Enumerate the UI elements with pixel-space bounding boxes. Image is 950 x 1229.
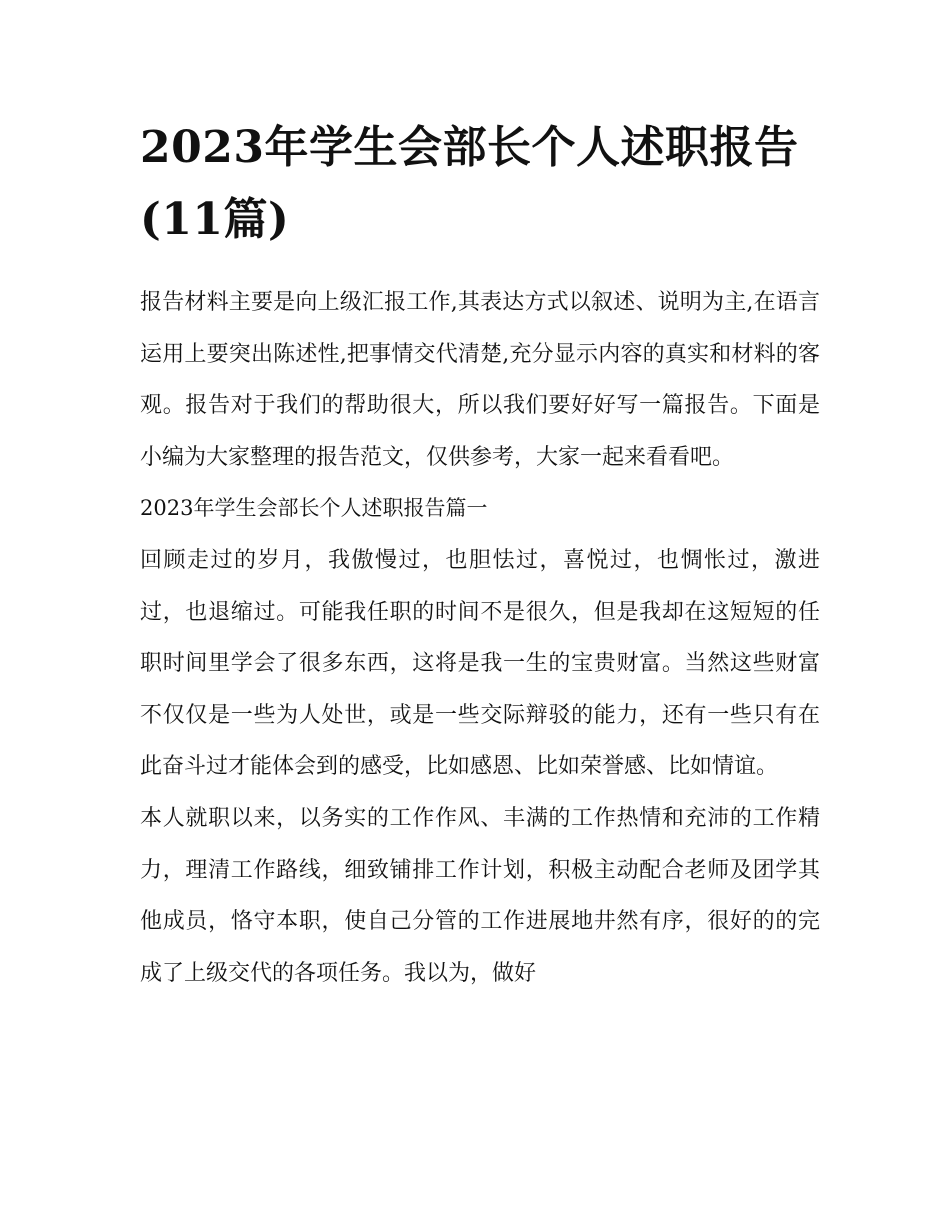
- document-body: [140, 112, 820, 999]
- section-heading: 2023年学生会部长个人述职报告篇一: [140, 496, 488, 521]
- body-paragraph: 回顾走过的岁月，我傲慢过，也胆怯过，喜悦过，也惆怅过，激进过，也退缩过。可能我任职的时间不是很久，但是我却在这短短的任职时间里学会了很多东西，这将是我一生的宝贵财富。当然这些财富不仅仅是一些为人处世，或是一些交际辩驳的能力，还有一些只有在此奋斗过才能体会到的感受，比如感恩、比如荣誉感、比如情谊。: [140, 547, 820, 780]
- body-paragraph: 本人就职以来，以务实的工作作风、丰满的工作热情和充沛的工作精力，理清工作路线，细致铺排工作计划，积极主动配合老师及团学其他成员，恪守本职，使自己分管的工作进展地井然有序，很好的的完成了上级交代的各项任务。我以为，做好: [140, 805, 820, 986]
- intro-paragraph: 报告材料主要是向上级汇报工作,其表达方式以叙述、说明为主,在语言运用上要突出陈述性,把事情交代清楚,充分显示内容的真实和材料的客观。报告对于我们的帮助很大，所以我们要好好写一篇报告。下面是小编为大家整理的报告范文，仅供参考，大家一起来看看吧。: [140, 290, 820, 470]
- document-title: 2023年学生会部长个人述职报告(11篇): [140, 122, 799, 245]
